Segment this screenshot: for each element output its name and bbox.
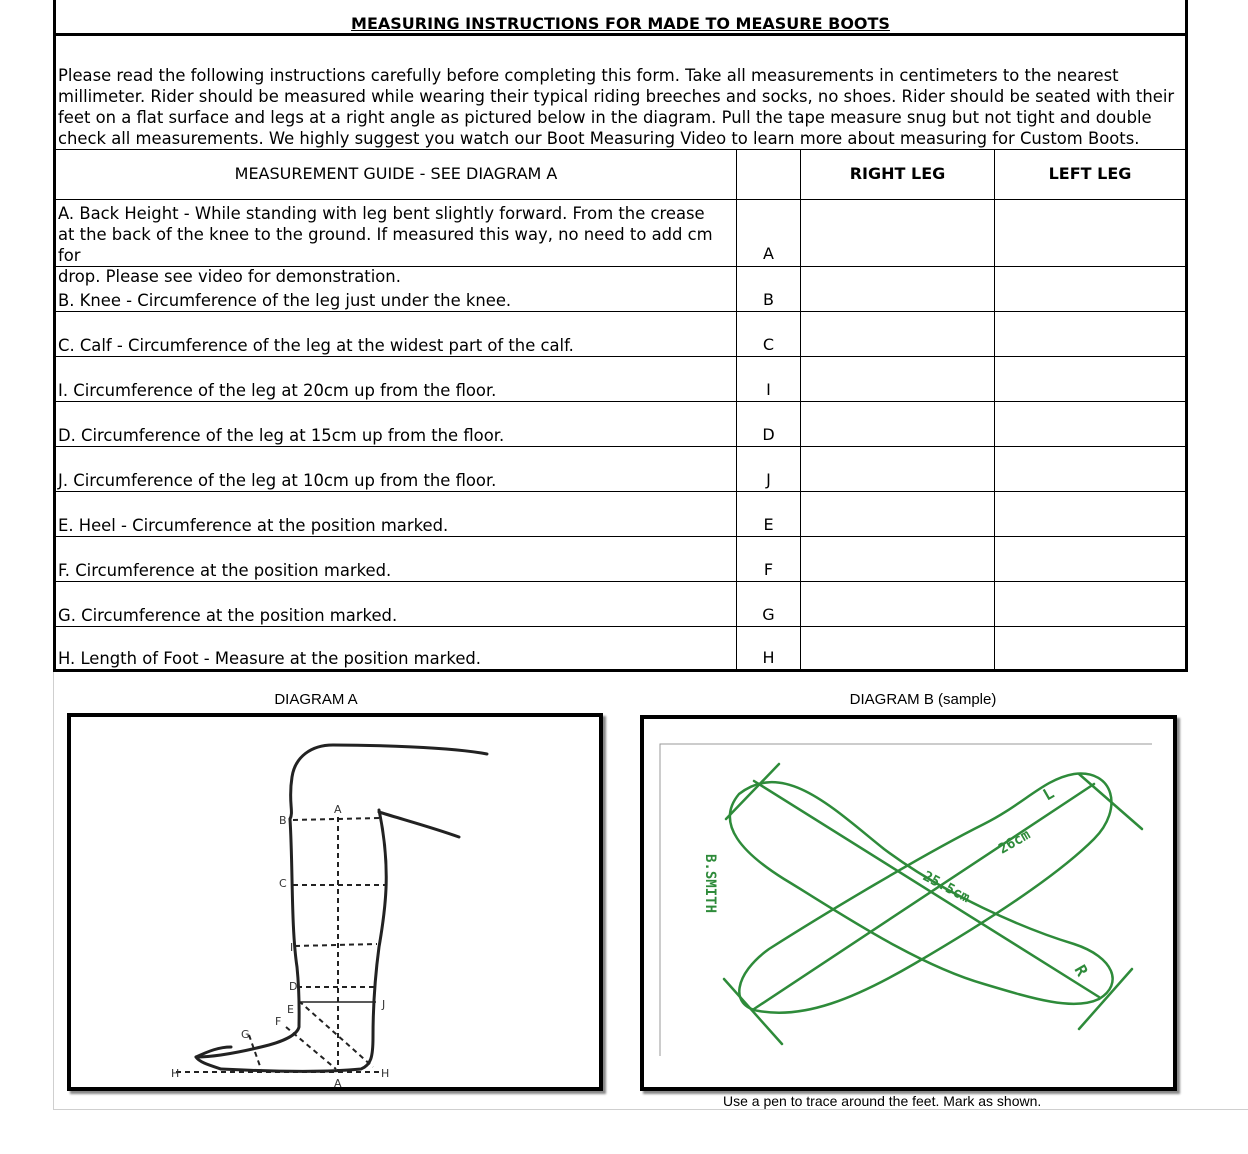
foot-tracing [644, 719, 1173, 1087]
table-rule [53, 401, 1188, 402]
diagram-letter-a-bottom: A [334, 1077, 342, 1087]
intro-line: Please read the following instructions carefully before completing this form. Take all measurements in centimeters to the nearest [58, 66, 1119, 85]
right-leg-input-f[interactable] [802, 538, 993, 580]
table-rule [53, 536, 1188, 537]
table-rule [53, 491, 1188, 492]
mark-r: R [1070, 961, 1092, 980]
diagram-letter-g: G [241, 1028, 250, 1041]
mark-l: L [1039, 783, 1058, 805]
table-rule [53, 446, 1188, 447]
diagram-letter-e: E [287, 1003, 294, 1016]
table-col-divider [800, 150, 801, 672]
left-leg-input-c[interactable] [996, 313, 1185, 355]
right-leg-input-i[interactable] [802, 358, 993, 400]
right-leg-input-a[interactable] [802, 201, 993, 265]
left-leg-input-i[interactable] [996, 358, 1185, 400]
leg-outline [379, 812, 459, 837]
diagram-letter-h-left: H [171, 1067, 180, 1080]
diagram-letter-f: F [275, 1015, 282, 1028]
leg-outline [196, 819, 299, 1057]
diagram-a-frame [67, 713, 603, 1091]
right-leg-input-j[interactable] [802, 448, 993, 490]
row-i-description: I. Circumference of the leg at 20cm up from the floor. [58, 381, 497, 400]
diagram-letter-d: D [289, 980, 298, 993]
table-col-divider [736, 150, 737, 672]
paper-edge [660, 744, 1152, 1056]
left-leg-input-h[interactable] [996, 628, 1185, 669]
row-d-description: D. Circumference of the leg at 15cm up from the floor. [58, 426, 505, 445]
measure-line-b [293, 818, 379, 820]
row-e-code: E [763, 515, 774, 534]
diagram-b-label: DIAGRAM B (sample) [849, 691, 997, 708]
left-leg-input-b[interactable] [996, 268, 1185, 310]
row-g-description: G. Circumference at the position marked. [58, 606, 398, 625]
diagram-b-frame [640, 715, 1177, 1091]
left-leg-input-f[interactable] [996, 538, 1185, 580]
row-j-code: J [766, 470, 771, 489]
diagram-a-label: DIAGRAM A [274, 691, 358, 708]
row-a-description [58, 203, 733, 287]
right-leg-input-d[interactable] [802, 403, 993, 445]
diagram-letter-h-right: H [381, 1067, 390, 1080]
length-line-right [754, 784, 1094, 1009]
header-right-leg: RIGHT LEG [849, 164, 946, 183]
table-rule [53, 149, 1188, 150]
measure-line-i [295, 944, 377, 946]
table-col-divider [994, 150, 995, 672]
diagram-letter-c: C [279, 877, 287, 890]
measure-line-e [299, 1001, 373, 1067]
diagram-b-caption: Use a pen to trace around the feet. Mark as shown. [723, 1093, 1042, 1109]
left-leg-input-a[interactable] [996, 201, 1185, 265]
diagram-letter-a-top: A [334, 803, 342, 816]
row-g-code: G [762, 605, 775, 624]
row-c-description: C. Calf - Circumference of the leg at the widest part of the calf. [58, 336, 574, 355]
leg-diagram [71, 717, 599, 1087]
left-leg-input-e[interactable] [996, 493, 1185, 535]
row-a-line: at the back of the knee to the ground. If measured this way, no need to add cm for [58, 225, 713, 265]
intro-line: check all measurements. We highly suggest you watch our Boot Measuring Video to learn more about measuring for Custom Boots. [58, 129, 1140, 148]
table-rule [53, 581, 1188, 582]
table-rule [53, 626, 1188, 627]
row-a-line: A. Back Height - While standing with leg bent slightly forward. From the crease [58, 204, 705, 223]
row-j-description: J. Circumference of the leg at 10cm up from the floor. [58, 471, 497, 490]
measurement-left: 25.5cm [920, 868, 973, 907]
length-line-left [754, 781, 1099, 997]
row-h-description: H. Length of Foot - Measure at the position marked. [58, 649, 482, 668]
row-d-code: D [762, 425, 775, 444]
diagram-letter-i: I [290, 941, 294, 954]
row-c-code: C [762, 335, 775, 354]
row-a-code: A [763, 244, 774, 263]
tick-line [1079, 774, 1142, 829]
left-leg-input-g[interactable] [996, 583, 1185, 625]
row-i-code: I [766, 380, 771, 399]
measurement-right: 26cm [996, 826, 1034, 858]
measure-line-g [249, 1035, 261, 1069]
right-leg-input-e[interactable] [802, 493, 993, 535]
measure-line-f [286, 1027, 336, 1069]
row-a-line: drop. Please see video for demonstration. [58, 267, 401, 286]
right-leg-input-c[interactable] [802, 313, 993, 355]
left-leg-input-j[interactable] [996, 448, 1185, 490]
page-title: MEASURING INSTRUCTIONS FOR MADE TO MEASURE BOOTS [351, 14, 890, 33]
table-rule [53, 356, 1188, 357]
row-f-description: F. Circumference at the position marked. [58, 561, 392, 580]
header-guide: MEASUREMENT GUIDE - SEE DIAGRAM A [234, 164, 558, 183]
row-e-description: E. Heel - Circumference at the position marked. [58, 516, 449, 535]
row-b-code: B [763, 290, 774, 309]
row-f-code: F [763, 560, 774, 579]
row-h-code: H [762, 648, 775, 667]
intro-line: feet on a flat surface and legs at a right angle as pictured below in the diagram. Pull the tape measure snug but not tight and double [58, 108, 1152, 127]
table-rule [53, 199, 1188, 200]
right-leg-input-b[interactable] [802, 268, 993, 310]
row-b-description: B. Knee - Circumference of the leg just under the knee. [58, 291, 512, 310]
header-left-leg: LEFT LEG [1048, 164, 1132, 183]
diagram-letter-j: J [382, 998, 386, 1011]
right-leg-input-g[interactable] [802, 583, 993, 625]
right-leg-input-h[interactable] [802, 628, 993, 669]
diagram-name: B.SMITH [702, 854, 718, 914]
tick-line [1079, 969, 1132, 1029]
table-rule [53, 311, 1188, 312]
diagram-letter-b: B [279, 814, 287, 827]
left-leg-input-d[interactable] [996, 403, 1185, 445]
intro-paragraph [58, 65, 1183, 149]
intro-line: millimeter. Rider should be measured while wearing their typical riding breeches and socks, no shoes. Rider should be seated with their [58, 87, 1175, 106]
leg-outline [290, 745, 487, 819]
